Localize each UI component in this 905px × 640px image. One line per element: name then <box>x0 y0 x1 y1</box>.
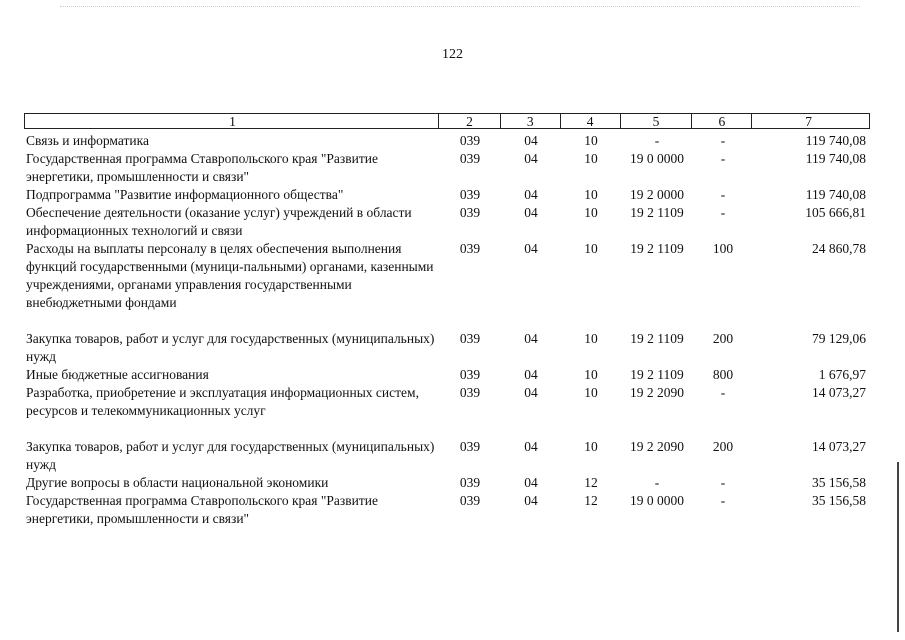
table-row <box>24 186 870 204</box>
row-c4: 10 <box>584 439 598 454</box>
header-col-7: 7 <box>805 114 813 129</box>
row-c3: 04 <box>524 187 538 202</box>
row-name: Иные бюджетные ассигнования <box>26 367 209 382</box>
table-row <box>24 132 870 150</box>
row-c3: 04 <box>524 331 538 346</box>
row-name: Государственная программа Ставропольского края "Развитие энергетики, промышленности и связи" <box>26 493 378 526</box>
row-c6: - <box>720 133 726 148</box>
row-c7: 14 073,27 <box>812 385 866 400</box>
row-c5: 19 0 0000 <box>630 493 684 508</box>
row-c4: 10 <box>584 241 598 256</box>
row-c6: 800 <box>712 367 734 382</box>
row-c5: 19 0 0000 <box>630 151 684 166</box>
row-c3: 04 <box>524 475 538 490</box>
row-c4: 10 <box>584 133 598 148</box>
row-c4: 10 <box>584 187 598 202</box>
row-c3: 04 <box>524 493 538 508</box>
row-c4: 10 <box>584 331 598 346</box>
header-col-6: 6 <box>692 114 752 128</box>
row-c6: - <box>720 493 726 508</box>
row-c6: 100 <box>712 241 734 256</box>
row-name: Расходы на выплаты персоналу в целях обеспечения выполнения функций государственными (муници-пальными) органами, казенными учреждениями, органами управления государственными внебюджетными фондами <box>26 241 434 310</box>
row-c5: 19 2 1109 <box>630 241 684 256</box>
table-row <box>24 492 870 528</box>
row-c5: 19 2 1109 <box>630 205 684 220</box>
row-c3: 04 <box>524 439 538 454</box>
row-c7: 35 156,58 <box>812 493 866 508</box>
row-c2: 039 <box>459 133 481 148</box>
row-c4: 10 <box>584 151 598 166</box>
row-c6: - <box>720 205 726 220</box>
row-c4: 10 <box>584 367 598 382</box>
header-col-3: 3 <box>501 114 561 128</box>
row-c2: 039 <box>459 475 481 490</box>
table-body <box>24 132 870 528</box>
table-row <box>24 240 870 312</box>
row-c5: 19 2 0000 <box>630 187 684 202</box>
header-col-2: 2 <box>439 114 501 128</box>
row-c2: 039 <box>459 493 481 508</box>
row-c4: 12 <box>584 493 598 508</box>
row-c7: 105 666,81 <box>805 205 866 220</box>
row-spacer <box>24 420 870 438</box>
row-c2: 039 <box>459 385 481 400</box>
row-name: Обеспечение деятельности (оказание услуг) учреждений в области информационных технологий и связи <box>26 205 412 238</box>
table-row <box>24 366 870 384</box>
row-c5: - <box>654 133 660 148</box>
table-row <box>24 438 870 474</box>
row-spacer <box>24 312 870 330</box>
row-c7: 79 129,06 <box>812 331 866 346</box>
row-c2: 039 <box>459 439 481 454</box>
table-row <box>24 474 870 492</box>
row-c3: 04 <box>524 241 538 256</box>
row-name: Подпрограмма "Развитие информационного общества" <box>26 187 344 202</box>
row-c3: 04 <box>524 133 538 148</box>
row-c6: - <box>720 475 726 490</box>
row-name: Другие вопросы в области национальной экономики <box>26 475 329 490</box>
row-name: Государственная программа Ставропольского края "Развитие энергетики, промышленности и связи" <box>26 151 378 184</box>
row-c4: 10 <box>584 205 598 220</box>
row-c2: 039 <box>459 187 481 202</box>
row-c6: - <box>720 385 726 400</box>
row-c4: 12 <box>584 475 598 490</box>
row-c5: 19 2 2090 <box>630 439 684 454</box>
row-c7: 119 740,08 <box>805 151 866 166</box>
row-name: Связь и информатика <box>26 133 149 148</box>
row-name: Закупка товаров, работ и услуг для государственных (муниципальных) нужд <box>26 439 435 472</box>
row-c7: 1 676,97 <box>818 367 866 382</box>
row-c5: - <box>654 475 660 490</box>
row-c5: 19 2 1109 <box>630 367 684 382</box>
header-col-1: 1 <box>25 114 439 128</box>
row-c4: 10 <box>584 385 598 400</box>
scan-edge-line <box>897 462 899 632</box>
row-c7: 35 156,58 <box>812 475 866 490</box>
row-c3: 04 <box>524 151 538 166</box>
table-header <box>24 113 870 129</box>
row-name: Разработка, приобретение и эксплуатация информационных систем, ресурсов и телекоммуникационных услуг <box>26 385 419 418</box>
row-c5: 19 2 1109 <box>630 331 684 346</box>
row-c6: 200 <box>712 439 734 454</box>
row-c7: 24 860,78 <box>812 241 866 256</box>
table-row <box>24 384 870 420</box>
row-c3: 04 <box>524 385 538 400</box>
row-c6: - <box>720 151 726 166</box>
row-c5: 19 2 2090 <box>630 385 684 400</box>
row-c6: - <box>720 187 726 202</box>
scan-artifact-dots <box>60 6 860 8</box>
row-c7: 119 740,08 <box>805 133 866 148</box>
row-c2: 039 <box>459 151 481 166</box>
row-name: Закупка товаров, работ и услуг для государственных (муниципальных) нужд <box>26 331 435 364</box>
row-c6: 200 <box>712 331 734 346</box>
header-col-4: 4 <box>561 114 621 128</box>
table-row <box>24 330 870 366</box>
row-c3: 04 <box>524 205 538 220</box>
row-c7: 119 740,08 <box>805 187 866 202</box>
row-c2: 039 <box>459 331 481 346</box>
row-c2: 039 <box>459 205 481 220</box>
row-c3: 04 <box>524 367 538 382</box>
page-number: 122 <box>442 47 463 62</box>
row-c7: 14 073,27 <box>812 439 866 454</box>
row-c2: 039 <box>459 367 481 382</box>
header-col-5: 5 <box>621 114 693 128</box>
table-row <box>24 204 870 240</box>
table-row <box>24 150 870 186</box>
row-c2: 039 <box>459 241 481 256</box>
